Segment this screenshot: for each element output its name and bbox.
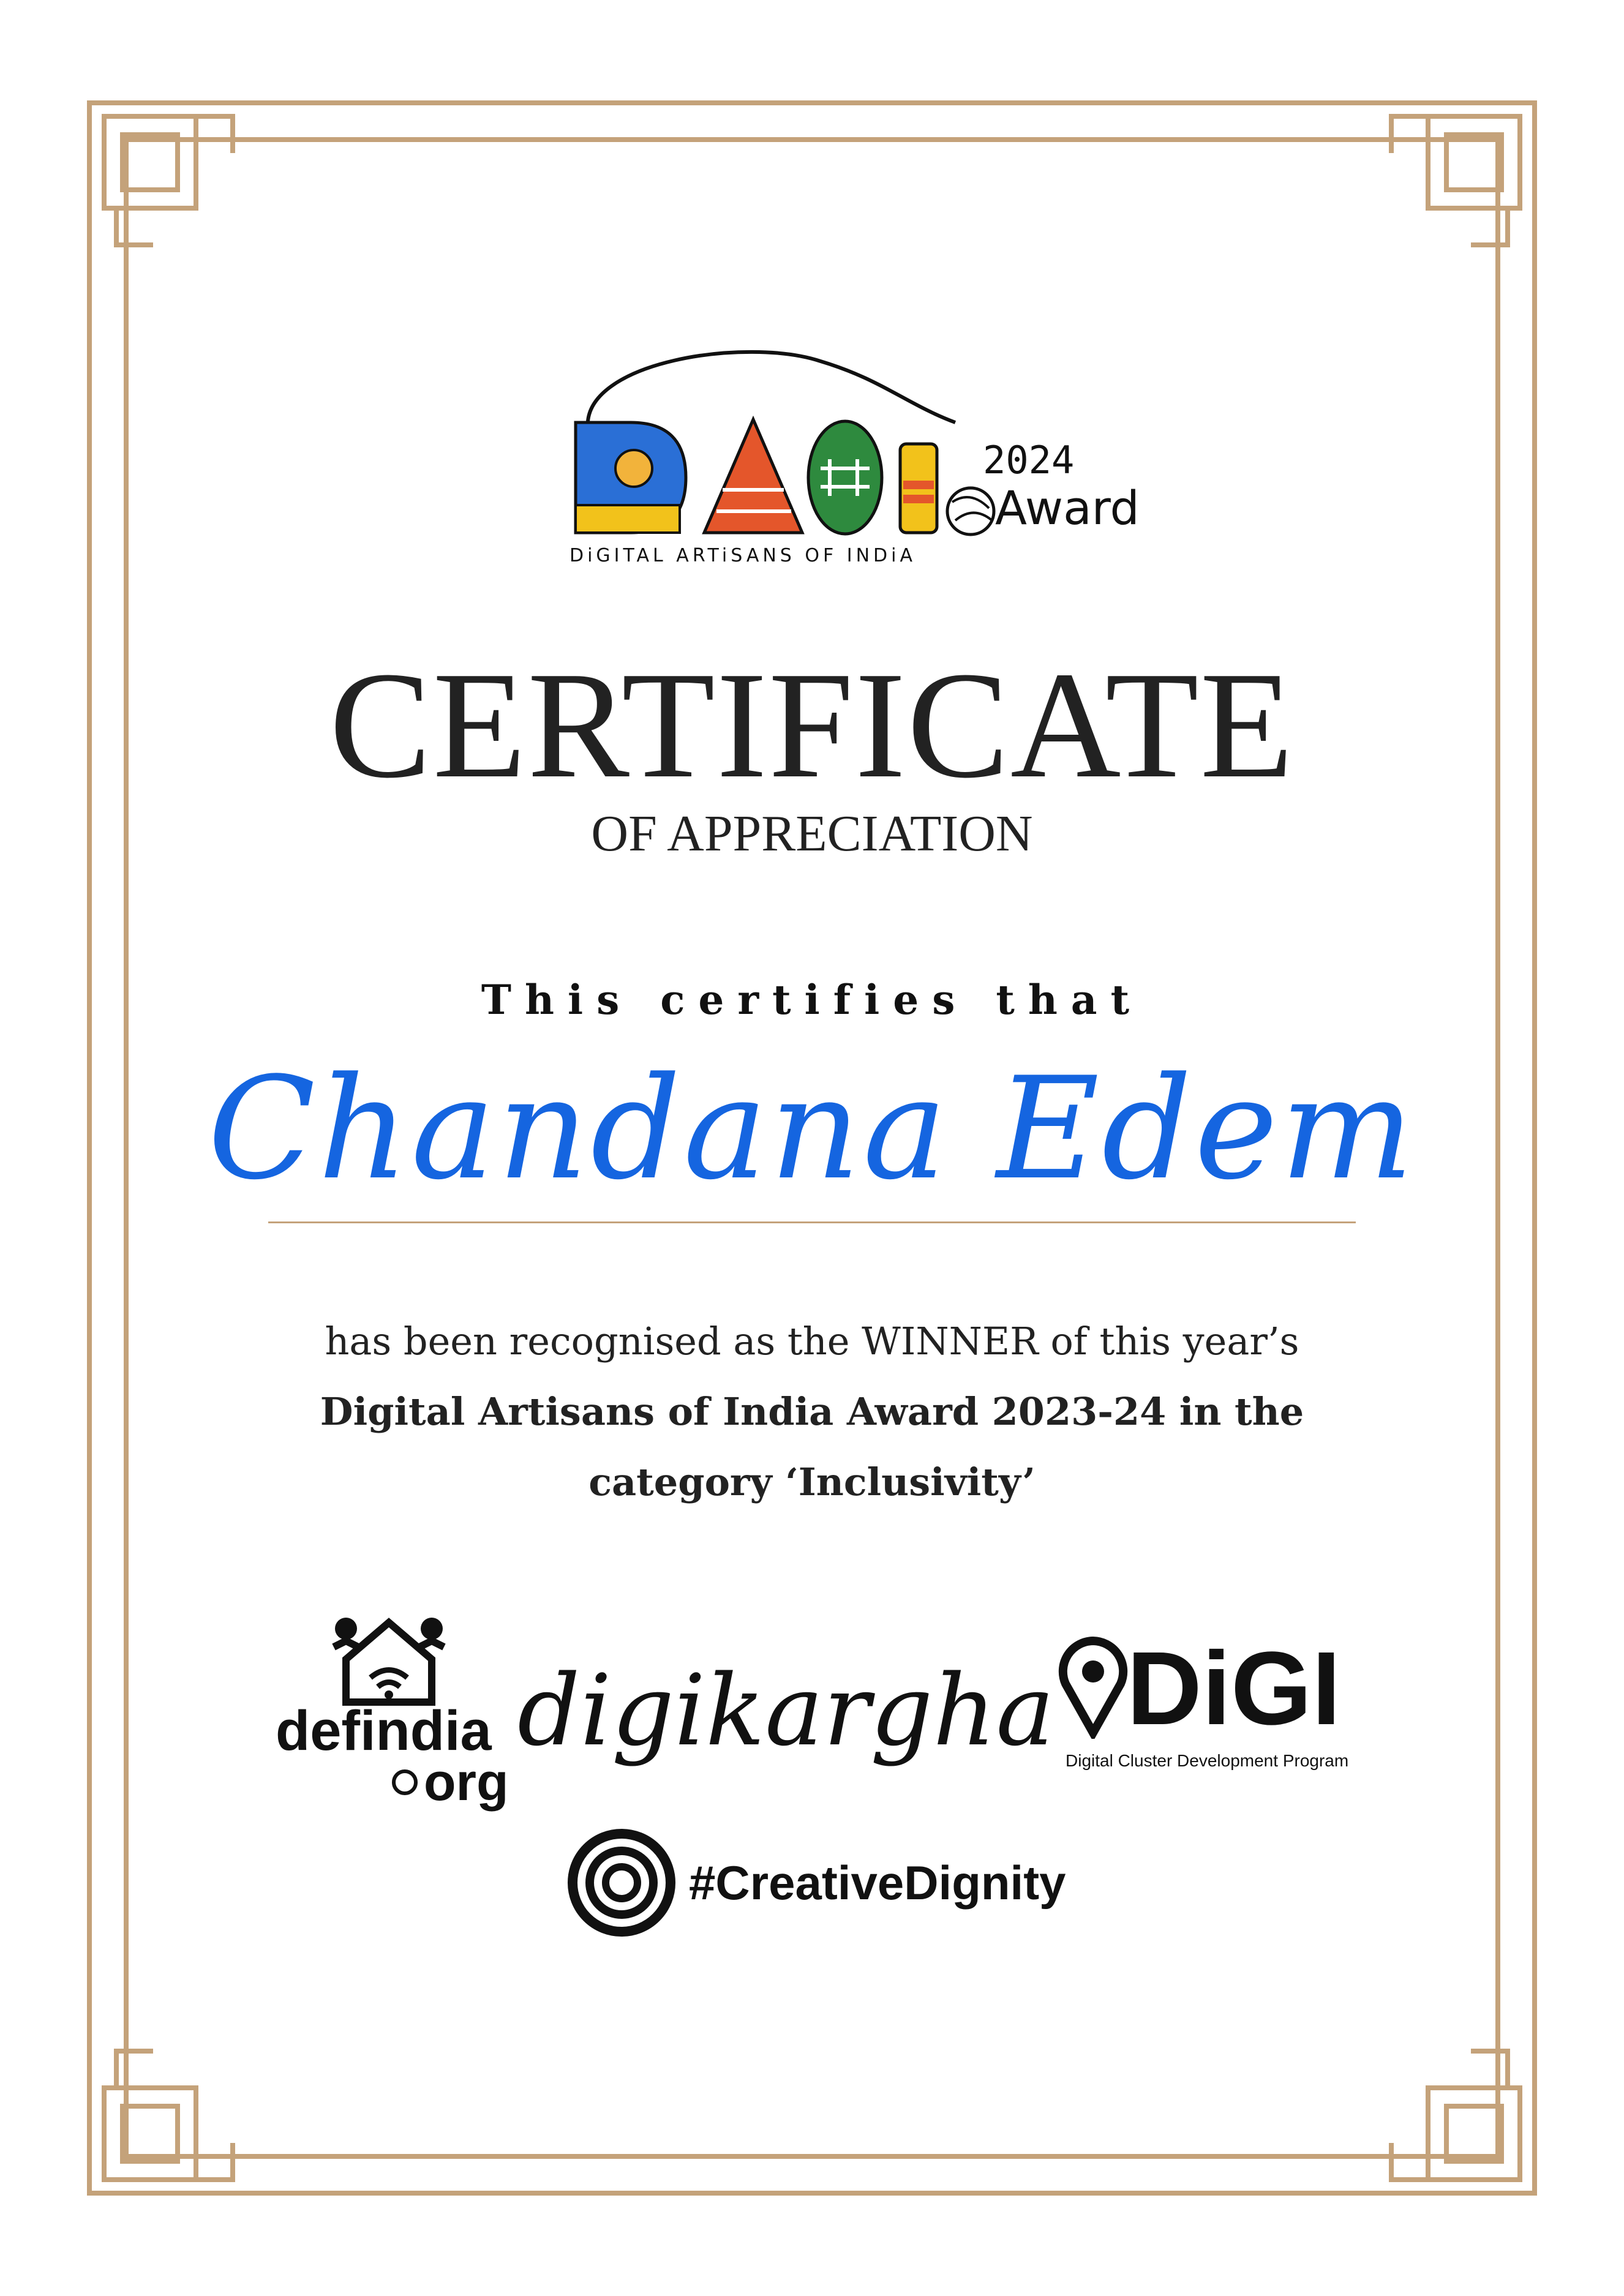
creative-dignity-logo (566, 1828, 1066, 1938)
defindia-name: defindia (276, 1700, 492, 1762)
defindia-suffix: org (424, 1753, 509, 1812)
certificate-subtitle: OF APPRECIATION (591, 805, 1033, 862)
defindia-icon (321, 1610, 456, 1708)
digi-logo (1053, 1629, 1372, 1776)
digi-pin-icon (1053, 1635, 1133, 1739)
award-logo-word: Award (995, 481, 1140, 535)
body-text-line-2: Digital Artisans of India Award 2023-24 in the (320, 1389, 1304, 1434)
creative-dignity-name: #CreativeDignity (689, 1856, 1066, 1910)
creative-dignity-icon (566, 1828, 677, 1938)
digikargha-name: digikargha (517, 1653, 1054, 1768)
defindia-globe-icon (392, 1769, 418, 1795)
digikargha-logo (517, 1641, 1054, 1776)
digi-caption: Digital Cluster Development Program (1066, 1751, 1349, 1770)
award-logo-tagline: DiGITAL ARTiSANS OF INDiA (570, 545, 917, 566)
defindia-logo (269, 1610, 527, 1812)
name-underline (268, 1221, 1356, 1223)
award-logo (563, 337, 1139, 582)
body-text-line-3: category ‘Inclusivity’ (588, 1460, 1036, 1504)
award-logo-year: 2024 (983, 438, 1075, 482)
digi-name: DiGI (1127, 1630, 1341, 1747)
recipient-name: Chandana Edem (208, 1048, 1416, 1211)
certificate-title: CERTIFICATE (329, 640, 1295, 810)
certifies-intro: This certifies that (481, 976, 1143, 1024)
body-text-line-1: has been recognised as the WINNER of this year’s (325, 1319, 1299, 1364)
